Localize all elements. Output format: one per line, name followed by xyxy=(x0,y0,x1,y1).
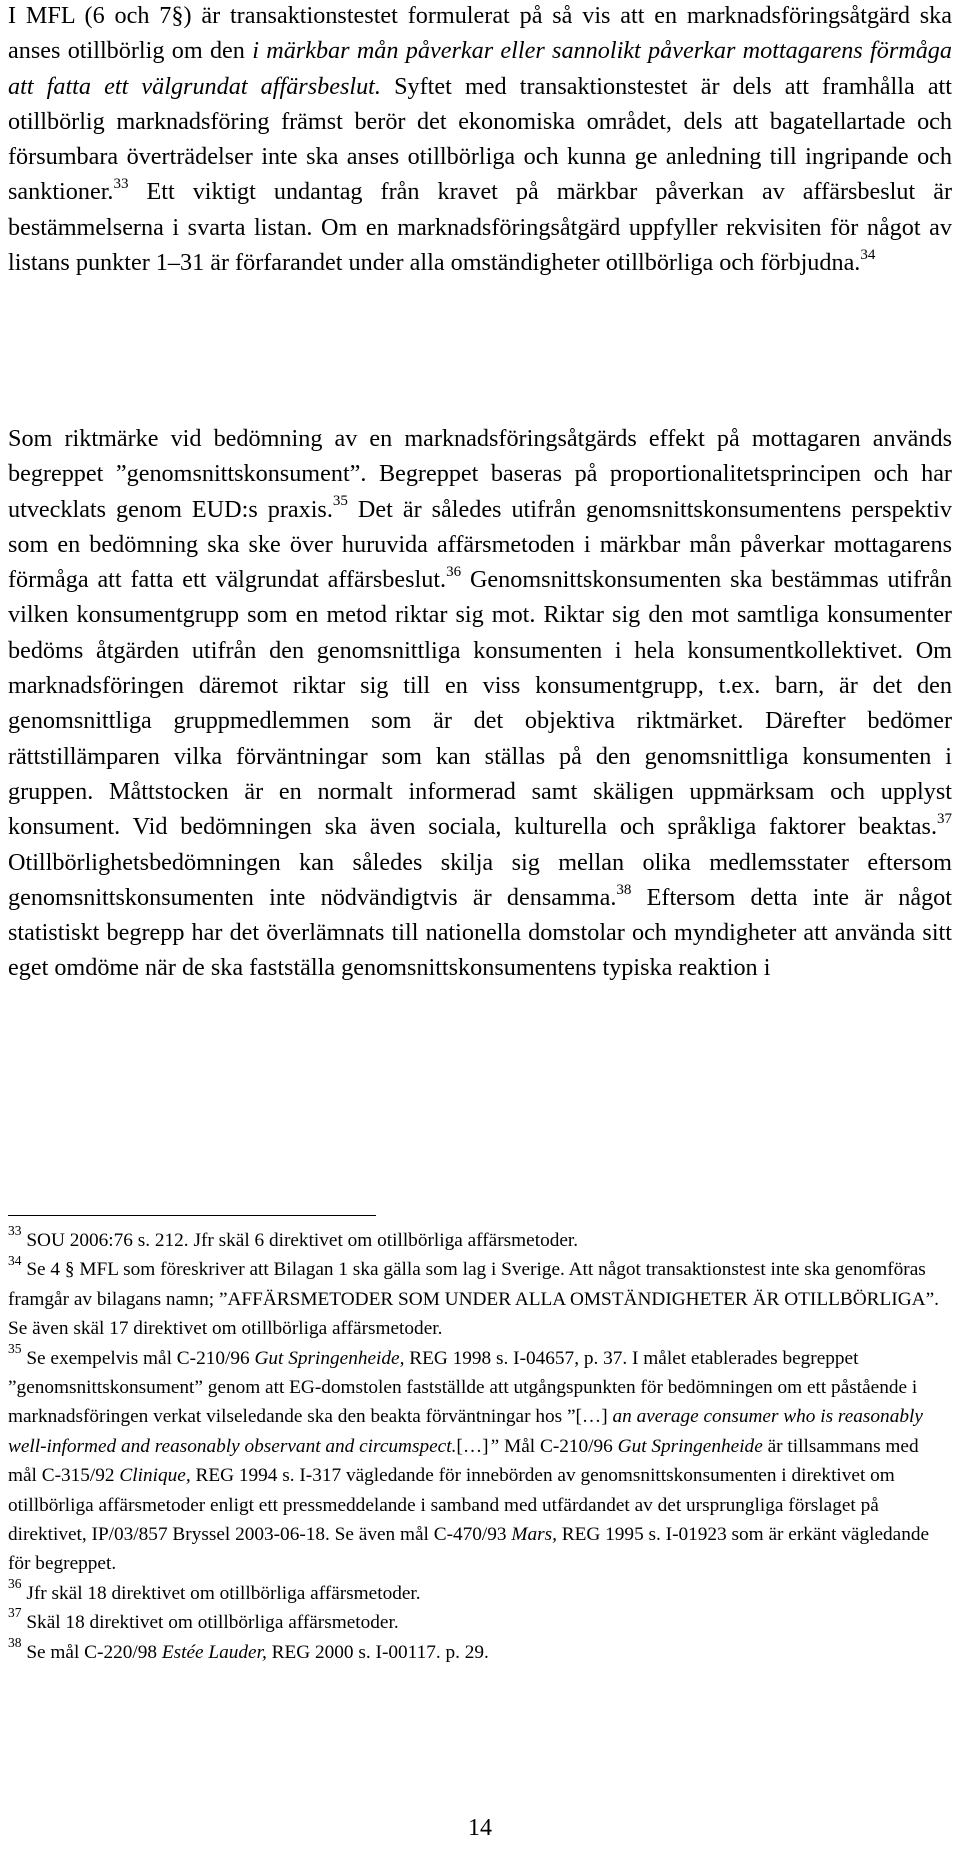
footnote xyxy=(8,1634,952,1667)
footnote-number: 38 xyxy=(8,1634,22,1650)
footnote-number: 34 xyxy=(8,1252,22,1268)
italic-text: Estée Lauder, xyxy=(161,1641,267,1663)
footnote-number: 36 xyxy=(8,1576,22,1592)
italic-text: ” xyxy=(488,1435,500,1457)
text-run: I MFL (6 och 7§) är transaktionstestet formulerat på så vis att en marknadsföringsåtgärd ska anses otillbörlig om den xyxy=(8,2,952,65)
text-run: Syftet med transaktionstestet är dels att framhålla att otillbörlig marknadsföring främst berör det ekonomiska området, dels att bagatellartade och försumbara överträdelser inte ska anses otillbörliga och kunna ge anledning till ingripande och sanktioner. xyxy=(8,72,952,206)
text-run: Eftersom detta inte är något statistiskt begrepp har det överlämnats till nationella domstolar och myndigheter att använda sitt eget omdöme när de ska fastställa genomsnittskonsumentens typiska reaktion i xyxy=(8,883,952,982)
italic-text: Gut Springenheide, xyxy=(254,1347,405,1369)
footnote-separator xyxy=(8,1215,376,1216)
text-run: REG 1995 s. I-01923 som är erkänt vägledande för begreppet. xyxy=(8,1524,930,1575)
text-run: Se 4 § MFL som föreskriver att Bilagan 1 ska gälla som lag i Sverige. Att något transaktionstest inte ska genomföras framgår av bilagans namn; ”AFFÄRSMETODER SOM UNDER ALLA OMSTÄNDIGHETER ÄR OTILLBÖRLIGA”. Se även skäl 17 direktivet om otillbörliga affärsmetoder. xyxy=(8,1259,939,1340)
footnote xyxy=(8,1605,952,1637)
footnote-reference[interactable]: 35 xyxy=(332,493,348,510)
text-run: REG 2000 s. I-00117. p. 29. xyxy=(266,1641,489,1663)
italic-text: Mars, xyxy=(511,1524,557,1546)
text-run: Otillbörlighetsbedömningen kan således skilja sig mellan olika medlemsstater eftersom genomsnittskonsumenten inte nödvändigtvis är densamma. xyxy=(8,848,952,911)
footnote-reference[interactable]: 33 xyxy=(113,176,129,193)
text-run: Som riktmärke vid bedömning av en marknadsföringsåtgärds effekt på mottagaren används begreppet ”genomsnittskonsument”. Begreppet baseras på proportionalitetsprincipen och har utvecklats genom EUD:s praxis. xyxy=(8,425,952,523)
text-run: REG 1994 s. I-317 vägledande för innebörden av genomsnittskonsumenten i direktivet om otillbörliga affärsmetoder enligt ett pressmeddelande i samband med utfärdandet av det ursprungliga förslaget på direktivet, IP/03/857 Bryssel 2003-06-18. Se även mål C-470/93 xyxy=(8,1465,895,1546)
footnote-number: 35 xyxy=(8,1340,22,1356)
body-paragraph xyxy=(8,421,952,986)
text-run: Det är således utifrån genomsnittskonsumentens perspektiv som en bedömning ska ske över huruvida affärsmetoden i märkbar mån påverkar mottagarens förmåga att fatta ett välgrundat affärsbeslut. xyxy=(8,495,952,594)
footnote-reference[interactable]: 36 xyxy=(446,563,462,580)
italic-text: an average consumer who is reasonably well-informed and reasonably observant and circumspect. xyxy=(8,1406,923,1457)
footnote xyxy=(8,1223,952,1255)
text-run: Ett viktigt undantag från kravet på märkbar påverkan av affärsbeslut är bestämmelserna i svarta listan. Om en marknadsföringsåtgärd uppfyller rekvisiten för något av listans punkter 1–31 är förfarandet under alla omständigheter otillbörliga och förbjudna. xyxy=(8,178,952,277)
text-run: Skäl 18 direktivet om otillbörliga affärsmetoder. xyxy=(26,1612,399,1634)
footnote xyxy=(8,1252,952,1343)
text-run: REG 1998 s. I-04657, p. 37. I målet etablerades begreppet ”genomsnittskonsument” genom att EG-domstolen fastställde att utgångspunkten för bedömningen om ett påstående i marknadsföringen verkat vilseledande ska den beakta förväntningar hos ”[…] xyxy=(8,1347,918,1428)
footnote xyxy=(8,1576,952,1608)
footnote-reference[interactable]: 37 xyxy=(937,810,952,827)
italic-text: i märkbar mån påverkar eller sannolikt påverkar mottagarens förmåga att fatta ett välgrundat affärsbeslut. xyxy=(8,37,952,100)
italic-text: Gut Springenheide xyxy=(617,1435,763,1457)
text-run: Se exempelvis mål C-210/96 xyxy=(26,1347,255,1369)
text-run: Jfr skäl 18 direktivet om otillbörliga affärsmetoder. xyxy=(26,1582,421,1604)
text-run: SOU 2006:76 s. 212. Jfr skäl 6 direktivet om otillbörliga affärsmetoder. xyxy=(26,1230,579,1251)
footnote-reference[interactable]: 34 xyxy=(860,246,876,263)
body-paragraph xyxy=(8,0,952,280)
footnote-number: 33 xyxy=(8,1223,22,1239)
text-run: Mål C-210/96 xyxy=(499,1435,618,1457)
footnote-list xyxy=(8,1223,952,1667)
text-run: […] xyxy=(456,1435,489,1457)
text-run: Se mål C-220/98 xyxy=(26,1641,162,1663)
footnote xyxy=(8,1340,952,1579)
footnote-reference[interactable]: 38 xyxy=(616,881,632,898)
italic-text: Clinique, xyxy=(119,1465,191,1487)
footnote-number: 37 xyxy=(8,1605,22,1621)
text-run: Genomsnittskonsumenten ska bestämmas utifrån vilken konsumentgrupp som en metod riktar sig mot. Riktar sig den mot samtliga konsumenter bedöms åtgärden utifrån den genomsnittliga konsumenten i hela konsumentkollektivet. Om marknadsföringen däremot riktar sig till en viss konsumentgrupp, t.ex. barn, är det den genomsnittliga gruppmedlemmen som är det objektiva riktmärket. Därefter bedömer rättstillämparen vilka förväntningar som kan ställas på den genomsnittliga konsumenten i gruppen. Måttstocken är en normalt informerad samt skäligen uppmärksam och upplyst konsument. Vid bedömningen ska även sociala, kulturella och språkliga faktorer beaktas. xyxy=(8,566,952,841)
text-run: är tillsammans med mål C-315/92 xyxy=(8,1435,919,1487)
page-number: 14 xyxy=(468,1815,492,1841)
